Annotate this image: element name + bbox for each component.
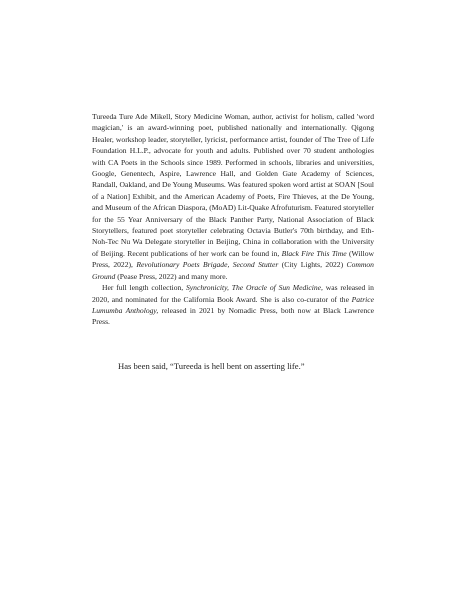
bio-p1-publisher-1: (Willow Press, 2022),: [92, 248, 374, 270]
bio-p1-title-common-ground: Common Ground: [92, 260, 374, 281]
bio-p1-publisher-3: (Pease Press, 2022) and many more.: [117, 271, 228, 281]
bio-paragraph-1: [92, 111, 374, 282]
bio-p1-title-revolutionary-poets: Revolutionary Poets Brigade, Second Stutter: [136, 260, 279, 270]
bio-p2-end: released in 2021 by Nomadic Press, both now at Black Lawrence Press.: [92, 305, 374, 327]
bio-p2-title-synchronicity: Synchronicity, The Oracle of Sun Medicine,: [186, 283, 323, 293]
bio-p1-publisher-2: (City Lights, 2022): [281, 260, 344, 270]
bio-p2-title-lumumba-anthology: Patrice Lumumba Anthology,: [92, 294, 375, 315]
bio-paragraph-2: [92, 282, 374, 328]
bio-p2-middle: was released in 2020, and nominated for the California Book Award. She is also co-curator of the: [92, 283, 374, 304]
bio-p1-title-black-fire: Black Fire This Time: [281, 248, 347, 258]
author-bio: [92, 111, 374, 328]
bio-p2-intro: Her full length collection,: [102, 283, 184, 293]
closing-quote: Has been said, “Tureeda is hell bent on asserting life.”: [118, 361, 305, 371]
bio-p1-intro: Tureeda Ture Ade Mikell, Story Medicine Woman, author, activist for holism, called 'word magician,' is an award-winning poet, published nationally and internationally. Qigong Healer, workshop leader, storyteller, lyricist, performance artist, founder of The Tree of Life Foundation H.L.P., advocate for youth and adults. Published over 70 student anthologies with CA Poets in the Schools since 1989. Performed in schools, libraries and universities, Google, Genentech, Aspire, Lawrence Hall, and Golden Gate Academy of Sciences, Randall, Oakland, and De Young Museums. Was featured spoken word artist at SOAN [Soul of a Nation] Exhibit, and the American Academy of Poets, Fire Thieves, at the De Young, and Museum of the African Diaspora, (MoAD) Lit-Quake Afrofuturism. Featured storyteller for the 55 Year Anniversary of the Black Panther Party, National Association of Black Storytellers, featured poet storyteller celebrating Octavia Butler's 70th birthday, and Eth-Noh-Tec Nu Wa Delegate storyteller in Beijing, China in collaboration with the University of Beijing. Recent publications of her work can be found in,: [92, 112, 374, 258]
